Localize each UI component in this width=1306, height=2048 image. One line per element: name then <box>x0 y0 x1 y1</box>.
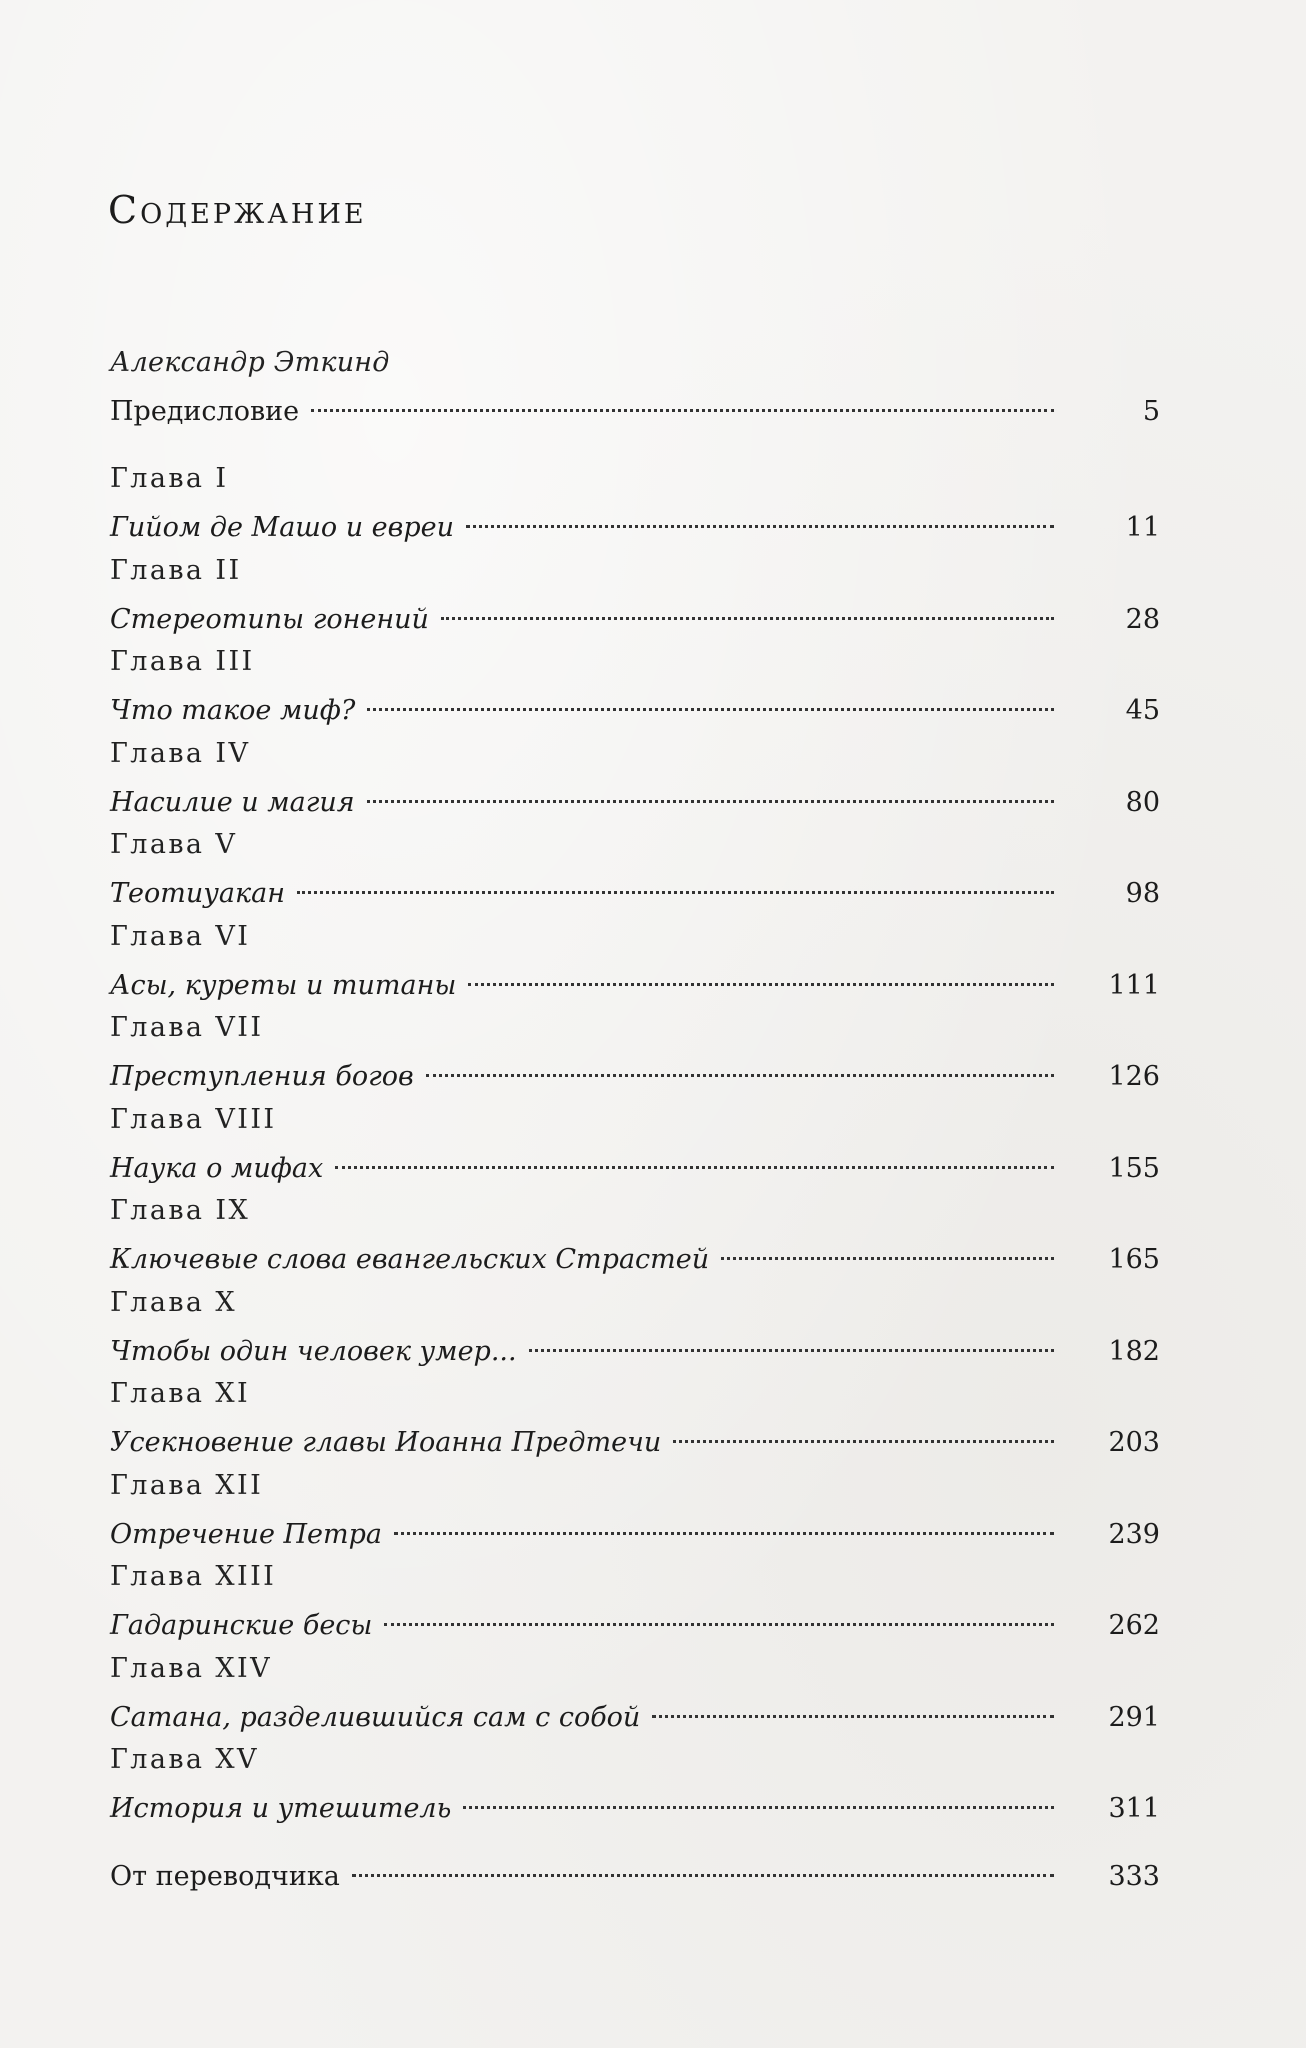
chapter-label: Глава X <box>110 1286 238 1318</box>
chapter-label: Глава XII <box>110 1469 264 1501</box>
chapter-label: Глава VI <box>110 920 251 952</box>
page-number: 45 <box>1125 695 1160 726</box>
toc-entry-preface <box>110 344 1160 460</box>
chapter-title: Ключевые слова евангельских Страстей <box>110 1244 710 1275</box>
chapter-label: Глава V <box>110 829 238 860</box>
page-number: 333 <box>1108 1860 1160 1892</box>
toc-entry-chapter-14 <box>110 1650 1160 1742</box>
dot-leader <box>437 590 1054 628</box>
chapter-title: Гийом де Машо и евреи <box>110 512 455 543</box>
chapter-title: История и утешитель <box>110 1793 452 1824</box>
toc-entry-chapter-11 <box>110 1375 1160 1467</box>
chapter-title: Чтобы один человек умер... <box>110 1335 517 1367</box>
toc-entry-chapter-10 <box>110 1284 1160 1376</box>
toc-entry-chapter-3 <box>110 643 1160 735</box>
toc-entry-chapter-5 <box>110 826 1160 918</box>
chapter-label: Глава XV <box>110 1744 259 1775</box>
page-number: 80 <box>1125 786 1160 818</box>
page-number: 182 <box>1108 1335 1160 1367</box>
toc-line <box>110 1413 1160 1458</box>
translator-title: От переводчика <box>110 1860 340 1892</box>
toc-entry-chapter-1 <box>110 460 1160 552</box>
toc-entry-chapter-6 <box>110 918 1160 1010</box>
chapter-title: Стереотипы гонений <box>110 603 429 635</box>
chapter-title: Отречение Петра <box>110 1518 383 1550</box>
toc-line <box>110 1847 1160 1892</box>
page-title: Содержание <box>108 188 367 232</box>
dot-leader <box>459 1779 1054 1817</box>
page-number: 311 <box>1108 1793 1160 1824</box>
toc-entry-chapter-12 <box>110 1467 1160 1559</box>
page-number: 165 <box>1108 1244 1160 1275</box>
toc-line <box>110 1596 1160 1641</box>
dot-leader <box>307 382 1054 420</box>
toc-entry-chapter-4 <box>110 735 1160 827</box>
chapter-label: Глава VII <box>110 1012 264 1043</box>
dot-leader <box>648 1688 1054 1726</box>
page-number: 239 <box>1108 1518 1160 1550</box>
toc-line <box>110 590 1160 635</box>
chapter-title: Гадаринские бесы <box>110 1610 373 1641</box>
dot-leader <box>717 1230 1054 1268</box>
chapter-label: Глава XIV <box>110 1652 272 1684</box>
dot-leader <box>422 1047 1054 1085</box>
dot-leader <box>464 956 1054 994</box>
page-number: 98 <box>1125 878 1160 909</box>
toc-line <box>110 1047 1160 1092</box>
preface-author: Александр Эткинд <box>110 347 390 378</box>
chapter-title: Насилие и магия <box>110 786 355 818</box>
dot-leader <box>363 681 1054 719</box>
page-number: 155 <box>1108 1152 1160 1184</box>
toc-line <box>110 1230 1160 1275</box>
toc-line <box>110 1139 1160 1184</box>
dot-leader <box>293 864 1054 902</box>
toc-line <box>110 773 1160 818</box>
page-number: 203 <box>1108 1427 1160 1458</box>
preface-title: Предисловие <box>110 396 300 427</box>
table-of-contents <box>110 344 1160 1938</box>
dot-leader <box>348 1847 1054 1885</box>
page-number: 126 <box>1108 1061 1160 1092</box>
toc-entry-chapter-15 <box>110 1741 1160 1833</box>
toc-line <box>110 382 1160 427</box>
toc-line <box>110 956 1160 1001</box>
chapter-title: Асы, куреты и титаны <box>110 969 457 1001</box>
chapter-label: Глава IX <box>110 1195 251 1226</box>
dot-leader <box>331 1139 1054 1177</box>
chapter-title: Сатана, разделившийся сам с собой <box>110 1701 641 1733</box>
toc-line <box>110 498 1160 543</box>
page-number: 28 <box>1125 603 1160 635</box>
toc-entry-chapter-13 <box>110 1558 1160 1650</box>
chapter-label: Глава XI <box>110 1378 251 1409</box>
page-number: 262 <box>1108 1610 1160 1641</box>
toc-line <box>110 1322 1160 1367</box>
chapter-title: Что такое миф? <box>110 695 356 726</box>
dot-leader <box>363 773 1054 811</box>
dot-leader <box>380 1596 1054 1634</box>
page-number: 11 <box>1125 512 1160 543</box>
chapter-label: Глава I <box>110 463 229 494</box>
toc-line <box>110 681 1160 726</box>
toc-line <box>110 864 1160 909</box>
dot-leader <box>462 498 1054 536</box>
chapter-label: Глава IV <box>110 737 251 769</box>
toc-entry-chapter-2 <box>110 552 1160 644</box>
chapter-label: Глава III <box>110 646 255 677</box>
chapter-label: Глава II <box>110 554 242 586</box>
toc-line <box>110 1779 1160 1824</box>
page-number: 291 <box>1108 1701 1160 1733</box>
chapter-label: Глава XIII <box>110 1561 277 1592</box>
dot-leader <box>669 1413 1054 1451</box>
dot-leader <box>525 1322 1054 1360</box>
chapter-title: Усекновение главы Иоанна Предтечи <box>110 1427 662 1458</box>
toc-entry-translator <box>110 1847 1160 1939</box>
page-number: 111 <box>1108 969 1160 1001</box>
chapter-title: Наука о мифах <box>110 1152 324 1184</box>
dot-leader <box>390 1505 1054 1543</box>
toc-entry-chapter-7 <box>110 1009 1160 1101</box>
chapter-title: Теотиуакан <box>110 878 285 909</box>
chapter-label: Глава VIII <box>110 1103 277 1135</box>
toc-line <box>110 1688 1160 1733</box>
toc-entry-chapter-9 <box>110 1192 1160 1284</box>
chapter-title: Преступления богов <box>110 1061 414 1092</box>
toc-line <box>110 1505 1160 1550</box>
page-number: 5 <box>1142 396 1160 427</box>
toc-entry-chapter-8 <box>110 1101 1160 1193</box>
